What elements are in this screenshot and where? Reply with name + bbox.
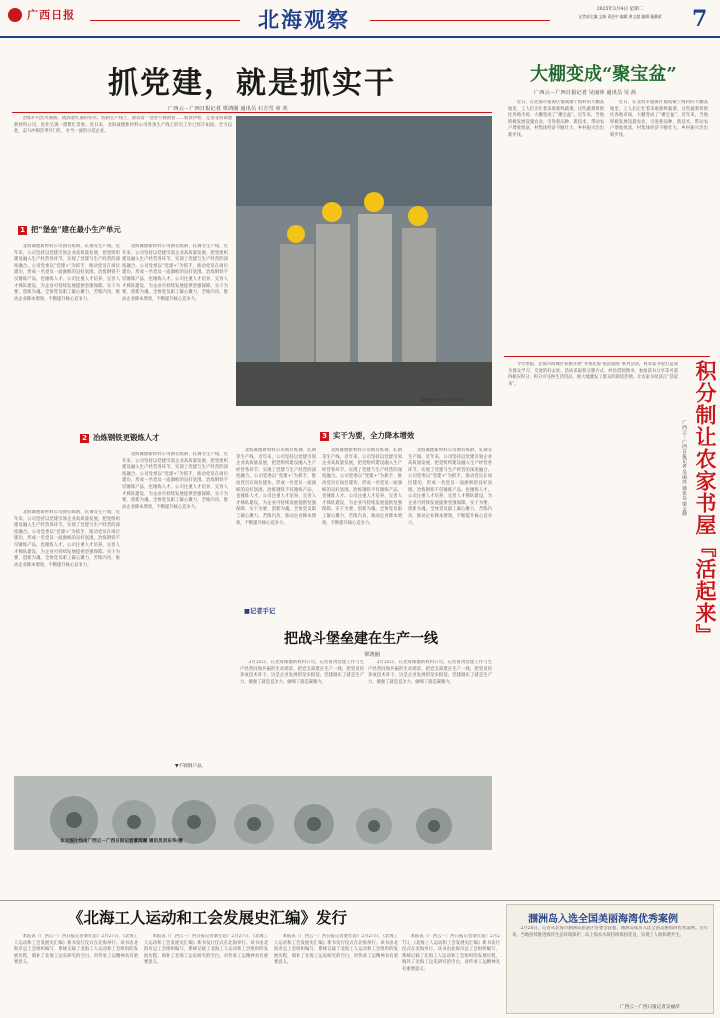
lead-byline: 广西云－广西日报记者 覃鸿圈 通讯员 石方雪 章 英 [168, 106, 288, 112]
lead-headline: 抓党建，就是抓实干 [108, 66, 396, 101]
header-editors: 记者部主编 文娟 责任中 编辑 黄义超 编辑 施雅斌 [578, 14, 662, 19]
lead-col-6 [322, 448, 402, 588]
helmet-icon [408, 206, 428, 226]
lead-col-1 [14, 244, 120, 500]
helmet-icon [287, 225, 305, 243]
section-3-heading [320, 430, 414, 441]
greenhouse-col-2 [610, 100, 708, 352]
greenhouse-col-2-text: 近日，在北海市银海区福成镇宁海村的大棚基地里，工人们正忙着采收新鲜蔬菜。这些蔬菜将销往各地市场，大棚变成了“聚宝盆”。近年来，当地积极发展设施农业，引进新品种、新技术，带动农户增收致富，村集体经济不断壮大，乡村振兴迈出新步伐。 [610, 100, 708, 138]
lead-photo-credit: 本文图片均由广西云－广西日报记者覃鸿圈 通讯员刘东华/摄 [60, 839, 183, 844]
lead-col-2 [122, 244, 228, 422]
lead-col-7 [408, 448, 492, 588]
weizhou-body [512, 926, 708, 1002]
lead-col-4-text: 北海诚德新材料公司拥有炼钢、轧钢等生产线，近年来，公司坚持以党建引领企业高质量发展，把党组织建设融入生产经营各环节，实现了党建与生产经营的深度融合。公司党委以“党建+”为抓手，推动党员在岗位建功，形成一名党员一面旗帜的良好氛围。冶炼钢铁不仅锤炼产品，也锤炼人才。公司注重人才培养，完善人才梯队建设，为企业可持续发展提供坚强保障。实干为要、创新为魂。全体党员职工凝心聚力，苦练内功，推动企业降本增效，不断提升核心竞争力。 [122, 452, 228, 510]
helmet-icon [364, 192, 384, 212]
greenhouse-headline: 大棚变成“聚宝盆” [530, 64, 677, 85]
greenhouse-col-1-text: 近日，在北海市银海区福成镇宁海村的大棚基地里，工人们正忙着采收新鲜蔬菜。这些蔬菜将销往各地市场，大棚变成了“聚宝盆”。近年来，当地积极发展设施农业，引进新品种、新技术，带动农户增收致富，村集体经济不断壮大，乡村振兴迈出新步伐。 [508, 100, 604, 138]
header-rule-left [90, 20, 240, 21]
bookhouse-body-text: 今年寒假，北海市海城区积极开展“书香北海 悦读银海”系列活动，将农家书屋打造成为群众学习、交流的好去处。活动采取积分制方式，村民借阅图书、参加读书分享等可获得相应积分，积分可兑换生活用品，极大地激发了群众的阅读热情，让农家书屋真正“活起来”。 [508, 362, 678, 387]
book-release-col-2 [144, 934, 268, 1014]
book-release-col-1 [14, 934, 138, 1014]
book-release-col-4-text: 本报讯（广西云－广西日报记者梁仕超）2月27日，《北海工人运动和工会发展史汇编》新书发行仪式在北海举行。该书由北海市总工会组织编写，系统记载了北海工人运动和工会组织的发展历程，填补了北海工运史研究的空白，对传承工运精神具有重要意义。 [402, 934, 500, 972]
lead-rule [12, 112, 492, 113]
lead-headline-wrap [108, 58, 396, 102]
logo-emblem-icon [8, 8, 22, 22]
logo-text: 广西日报 [27, 8, 76, 22]
book-release-headline: 《北海工人运动和工会发展史汇编》发行 [68, 908, 348, 927]
lead-col-5 [236, 448, 316, 588]
book-release-col-3-text: 本报讯（广西云－广西日报记者梁仕超）2月27日，《北海工人运动和工会发展史汇编》新书发行仪式在北海举行。该书由北海市总工会组织编写，系统记载了北海工人运动和工会组织的发展历程，填补了北海工运史研究的空白，对传承工运精神具有重要意义。 [274, 934, 398, 966]
section-2-number: 2 [80, 434, 89, 443]
bottom-rule [0, 900, 720, 901]
section-3-number: 3 [320, 432, 329, 441]
workers-illustration [236, 116, 492, 406]
lead-col-3 [14, 510, 120, 758]
section-3-title: 实干为要，全力降本增效 [333, 431, 415, 440]
lead-col-6-text: 北海诚德新材料公司拥有炼钢、轧钢等生产线，近年来，公司坚持以党建引领企业高质量发展，把党组织建设融入生产经营各环节，实现了党建与生产经营的深度融合。公司党委以“党建+”为抓手，推动党员在岗位建功，形成一名党员一面旗帜的良好氛围。冶炼钢铁不仅锤炼产品，也锤炼人才。公司注重人才培养，完善人才梯队建设，为企业可持续发展提供坚强保障。实干为要、创新为魂。全体党员职工凝心聚力，苦练内功，推动企业降本增效，不断提升核心竞争力。 [322, 448, 402, 526]
book-release-col-4 [402, 934, 500, 1014]
lead-col-2-text: 北海诚德新材料公司拥有炼钢、轧钢等生产线，近年来，公司坚持以党建引领企业高质量发展，把党组织建设融入生产经营各环节，实现了党建与生产经营的深度融合。公司党委以“党建+”为抓手，推动党员在岗位建功，形成一名党员一面旗帜的良好氛围。冶炼钢铁不仅锤炼产品，也锤炼人才。公司注重人才培养，完善人才梯队建设，为企业可持续发展提供坚强保障。实干为要、创新为魂。全体党员职工凝心聚力，苦练内功，推动企业降本增效，不断提升核心竞争力。 [122, 244, 228, 302]
lead-col-4 [122, 452, 228, 758]
greenhouse-byline: 广西云－广西日报记者 吴丽萍 通讯员 吴 茜 [534, 90, 637, 96]
section-1-heading [18, 224, 121, 235]
greenhouse-col-1 [508, 100, 604, 352]
page-number: 7 [692, 6, 708, 32]
lead-photo-caption: 诚德新材料公司炼钢厂。 [420, 399, 471, 404]
bookhouse-body [508, 362, 678, 876]
lead-intro [14, 116, 232, 208]
essay-tag: ■记者手记 [244, 608, 276, 615]
lead-col-1-text: 北海诚德新材料公司拥有炼钢、轧钢等生产线，近年来，公司坚持以党建引领企业高质量发展，把党组织建设融入生产经营各环节，实现了党建与生产经营的深度融合。公司党委以“党建+”为抓手，推动党员在岗位建功，形成一名党员一面旗帜的良好氛围。冶炼钢铁不仅锤炼产品，也锤炼人才。公司注重人才培养，完善人才梯队建设，为企业可持续发展提供坚强保障。实干为要、创新为魂。全体党员职工凝心聚力，苦练内功，推动企业降本增效，不断提升核心竞争力。 [14, 244, 120, 302]
lead-intro-text: 冶炼炉内烈火熊熊，流淌着红通的铁水；机制生产线上，滚动着一卷卷不锈钢卷……新春伊始，走进北海诚德新材料公司，处处呈现一派繁忙景象。连日来，北海诚德新材料公司各条生产线上的员工早已挥汗如雨，全力以赴，奋力冲刺首季开门红，争当一流的示范企业。 [14, 116, 232, 135]
weizhou-body-text: 2月28日，记者从北海市涠洲岛旅游区管委会获悉，涠洲岛成功入选全国美丽海湾优秀案例。近年来，当地持续推进海洋生态环境保护，岛上海水水质持续保持优良，实现了人海和谐共生。 [512, 926, 708, 938]
essay-col-2 [368, 660, 492, 758]
helmet-icon [322, 202, 342, 222]
header-divider [0, 36, 720, 38]
book-release-col-3 [274, 934, 398, 1014]
right-rule [504, 356, 710, 357]
essay-col-2-text: 2月25日，在北海诚德新材料公司，记者看到党建工作与生产经营同频共振的生动场景。把党支部建在生产一线，把党员培养成技术骨干，这是企业发展的坚实根基。党建做实了就是生产力，做强了就是竞争力，做细了就是凝聚力。 [368, 660, 492, 685]
essay-title: 把战斗堡垒建在生产一线 [284, 631, 438, 647]
section-2-heading [80, 432, 160, 443]
coils-caption: ▼不锈钢产品。 [175, 764, 207, 769]
essay-col-1-text: 2月25日，在北海诚德新材料公司，记者看到党建工作与生产经营同频共振的生动场景。把党支部建在生产一线，把党员培养成技术骨干，这是企业发展的坚实根基。党建做实了就是生产力，做强了就是竞争力，做细了就是凝聚力。 [240, 660, 364, 685]
essay-col-1 [240, 660, 364, 758]
essay-author: 覃鸿圈 [364, 652, 380, 658]
book-release-col-1-text: 本报讯（广西云－广西日报记者梁仕超）2月27日，《北海工人运动和工会发展史汇编》新书发行仪式在北海举行。该书由北海市总工会组织编写，系统记载了北海工人运动和工会组织的发展历程，填补了北海工运史研究的空白，对传承工运精神具有重要意义。 [14, 934, 138, 966]
page-title: 北海观察 [258, 7, 350, 32]
lead-col-5-text: 北海诚德新材料公司拥有炼钢、轧钢等生产线，近年来，公司坚持以党建引领企业高质量发展，把党组织建设融入生产经营各环节，实现了党建与生产经营的深度融合。公司党委以“党建+”为抓手，推动党员在岗位建功，形成一名党员一面旗帜的良好氛围。冶炼钢铁不仅锤炼产品，也锤炼人才。公司注重人才培养，完善人才梯队建设，为企业可持续发展提供坚强保障。实干为要、创新为魂。全体党员职工凝心聚力，苦练内功，推动企业降本增效，不断提升核心竞争力。 [236, 448, 316, 526]
weizhou-headline: 涠洲岛入选全国美丽海湾优秀案例 [528, 914, 678, 925]
lead-photo [236, 116, 492, 406]
lead-col-7-text: 北海诚德新材料公司拥有炼钢、轧钢等生产线，近年来，公司坚持以党建引领企业高质量发展，把党组织建设融入生产经营各环节，实现了党建与生产经营的深度融合。公司党委以“党建+”为抓手，推动党员在岗位建功，形成一名党员一面旗帜的良好氛围。冶炼钢铁不仅锤炼产品，也锤炼人才。公司注重人才培养，完善人才梯队建设，为企业可持续发展提供坚强保障。实干为要、创新为魂。全体党员职工凝心聚力，苦练内功，推动企业降本增效，不断提升核心竞争力。 [408, 448, 492, 526]
lead-col-3-text: 北海诚德新材料公司拥有炼钢、轧钢等生产线，近年来，公司坚持以党建引领企业高质量发展，把党组织建设融入生产经营各环节，实现了党建与生产经营的深度融合。公司党委以“党建+”为抓手，推动党员在岗位建功，形成一名党员一面旗帜的良好氛围。冶炼钢铁不仅锤炼产品，也锤炼人才。公司注重人才培养，完善人才梯队建设，为企业可持续发展提供坚强保障。实干为要、创新为魂。全体党员职工凝心聚力，苦练内功，推动企业降本增效，不断提升核心竞争力。 [14, 510, 120, 568]
book-release-col-2-text: 本报讯（广西云－广西日报记者梁仕超）2月27日，《北海工人运动和工会发展史汇编》新书发行仪式在北海举行。该书由北海市总工会组织编写，系统记载了北海工人运动和工会组织的发展历程，填补了北海工运史研究的空白，对传承工运精神具有重要意义。 [144, 934, 268, 966]
bookhouse-byline: 广西云－广西日报记者 吴丽萍 通讯员 梁文静 [681, 420, 686, 516]
section-2-title: 冶炼钢铁更锻炼人才 [93, 433, 160, 442]
bookhouse-headline: 积分制让农家书屋『活起来』 [693, 360, 718, 646]
weizhou-credit: 广西云－广西日报记者吴丽萍 [620, 1005, 680, 1010]
header-rule-right [370, 20, 550, 21]
section-1-number: 1 [18, 226, 27, 235]
newspaper-logo [8, 4, 80, 34]
section-1-title: 把“堡垒”建在最小生产单元 [31, 225, 121, 234]
header-date: 2025年3月4日 星期二 [596, 7, 644, 12]
